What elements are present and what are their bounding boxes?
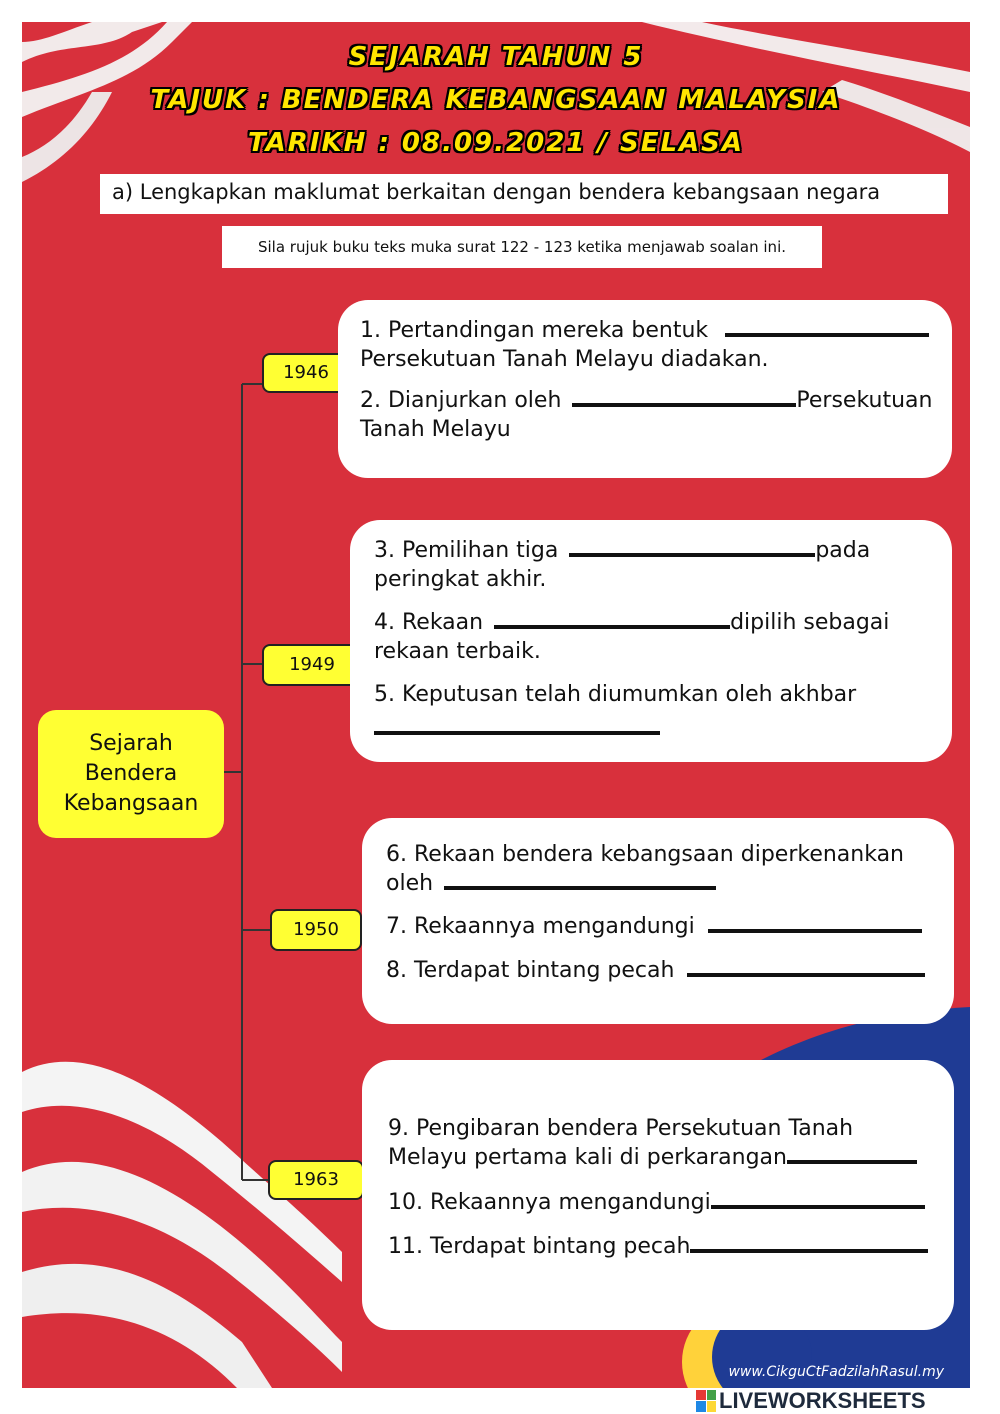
year-1949: 1949 xyxy=(262,644,362,686)
question-3 xyxy=(374,536,870,594)
q1-text: 1. Pertandingan mereka bentuk xyxy=(360,318,709,343)
question-2 xyxy=(360,386,932,444)
q5-answer-blank[interactable] xyxy=(374,717,660,735)
card-1949 xyxy=(350,520,952,762)
instruction-a: a) Lengkapkan maklumat berkaitan dengan bendera kebangsaan negara xyxy=(100,174,948,214)
q11-text: 11. Terdapat bintang pecah xyxy=(388,1234,691,1259)
title-line-3: TARIKH : 08.09.2021 / SELASA xyxy=(247,128,745,158)
question-7 xyxy=(386,912,922,941)
center-label-3: Kebangsaan xyxy=(63,791,199,816)
q4-line2: rekaan terbaik. xyxy=(374,639,541,664)
question-4 xyxy=(374,608,889,666)
q9-line1: 9. Pengibaran bendera Persekutuan Tanah xyxy=(388,1116,854,1141)
q10-answer-blank[interactable] xyxy=(711,1191,925,1209)
question-1 xyxy=(360,316,929,374)
connector-trunk xyxy=(222,384,242,1180)
q10-text: 10. Rekaannya mengandungi xyxy=(388,1190,711,1215)
textbook-note: Sila rujuk buku teks muka surat 122 - 123 ketika menjawab soalan ini. xyxy=(222,226,822,268)
liveworksheets-logo-icon xyxy=(696,1390,716,1412)
q6-line1: 6. Rekaan bendera kebangsaan diperkenankan xyxy=(386,842,904,867)
q1-line2: Persekutuan Tanah Melayu diadakan. xyxy=(360,347,769,372)
q5-text: 5. Keputusan telah diumumkan oleh akhbar xyxy=(374,682,857,707)
question-6 xyxy=(386,840,904,898)
q8-text: 8. Terdapat bintang pecah xyxy=(386,958,675,983)
question-8 xyxy=(386,956,925,985)
q4-answer-blank[interactable] xyxy=(494,611,730,629)
card-1963 xyxy=(362,1060,954,1330)
liveworksheets-brand xyxy=(696,1388,926,1413)
q9-text: Melayu pertama kali di perkarangan xyxy=(388,1145,787,1170)
title-line-2: TAJUK : BENDERA KEBANGSAAN MALAYSIA xyxy=(150,85,842,115)
center-topic xyxy=(38,710,224,838)
q3-after: pada xyxy=(815,538,871,563)
q6-text: oleh xyxy=(386,871,434,896)
q2-answer-blank[interactable] xyxy=(572,389,796,407)
question-9 xyxy=(388,1114,917,1172)
q3-answer-blank[interactable] xyxy=(569,539,815,557)
q8-answer-blank[interactable] xyxy=(687,959,925,977)
credit-url: www.CikguCtFadzilahRasul.my xyxy=(728,1364,944,1380)
q7-text: 7. Rekaannya mengandungi xyxy=(386,914,695,939)
year-1950: 1950 xyxy=(270,909,362,951)
q2-after: Persekutuan xyxy=(796,388,933,413)
q6-answer-blank[interactable] xyxy=(444,872,716,890)
center-label-1: Sejarah xyxy=(89,731,173,756)
card-1950 xyxy=(362,818,954,1024)
card-1946 xyxy=(338,300,952,478)
center-label-2: Bendera xyxy=(84,761,178,786)
q4-text: 4. Rekaan xyxy=(374,610,484,635)
question-5 xyxy=(374,680,856,743)
year-1946: 1946 xyxy=(262,353,350,393)
q1-answer-blank[interactable] xyxy=(725,319,929,337)
q7-answer-blank[interactable] xyxy=(708,915,922,933)
question-11 xyxy=(388,1232,928,1261)
worksheet xyxy=(22,22,970,1388)
q3-line2: peringkat akhir. xyxy=(374,567,547,592)
q11-answer-blank[interactable] xyxy=(690,1235,928,1253)
question-10 xyxy=(388,1188,925,1217)
title-line-1: SEJARAH TAHUN 5 xyxy=(348,42,644,72)
q3-text: 3. Pemilihan tiga xyxy=(374,538,559,563)
q2-text: 2. Dianjurkan oleh xyxy=(360,388,562,413)
liveworksheets-text: LIVEWORKSHEETS xyxy=(719,1387,926,1413)
q4-after: dipilih sebagai xyxy=(730,610,890,635)
q9-answer-blank[interactable] xyxy=(787,1146,917,1164)
year-1963: 1963 xyxy=(268,1160,364,1200)
q2-line2: Tanah Melayu xyxy=(360,417,511,442)
